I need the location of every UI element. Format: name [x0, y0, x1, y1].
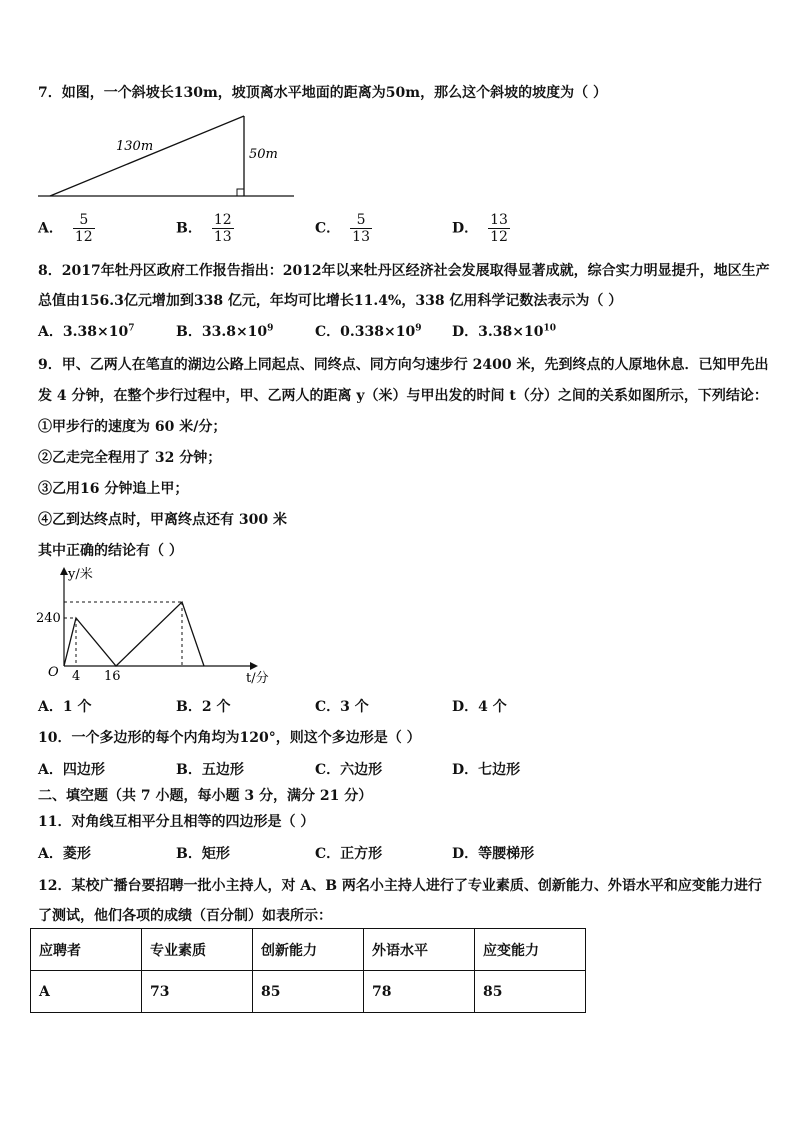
table-header-cell: 应变能力 [475, 929, 586, 971]
q9-option-a[interactable]: A．1 个 [38, 699, 92, 715]
section-2-title: 二、填空题（共 7 小题，每小题 3 分，满分 21 分） [38, 788, 373, 804]
score-table [30, 928, 586, 1013]
table-cell: 85 [475, 971, 586, 1013]
q8-stem-line2: 总值由156.3亿元增加到338 亿元，年均可比增长11.4%，338 亿用科学记数法表示为（ ） [38, 293, 623, 309]
q10-option-a[interactable]: A．四边形 [38, 762, 105, 778]
q10-option-c[interactable]: C．六边形 [315, 762, 383, 778]
q10-option-d[interactable]: D．七边形 [452, 762, 521, 778]
q10-stem: 10．一个多边形的每个内角均为120°，则这个多边形是（ ） [38, 730, 421, 746]
q9-statement-4: ④乙到达终点时，甲离终点还有 300 米 [38, 512, 287, 528]
q9-option-b[interactable]: B．2 个 [176, 699, 231, 715]
q7-option-a[interactable]: A． $\frac{5}{12}$ [38, 212, 93, 245]
q9-statement-2: ②乙走完全程用了 32 分钟； [38, 450, 222, 466]
x-tick-4: 4 [72, 669, 81, 684]
q7-stem: 7．如图，一个斜坡长130m，坡顶离水平地面的距离为50m，那么这个斜坡的坡度为（ ） [38, 85, 607, 101]
distance-time-graph [34, 564, 274, 689]
q11-option-c[interactable]: C．正方形 [315, 846, 383, 862]
x-tick-16: 16 [104, 669, 121, 684]
q8-option-d[interactable]: D．$3.38\times 10^{10}$ [452, 323, 556, 340]
table-cell: 85 [253, 971, 364, 1013]
q8-option-a[interactable]: A．$3.38\times 10^7$ [38, 323, 135, 340]
q11-stem: 11．对角线互相平分且相等的四边形是（ ） [38, 814, 315, 830]
q8-option-c[interactable]: C．$0.338\times 10^9$ [315, 323, 422, 340]
table-header-cell: 外语水平 [364, 929, 475, 971]
table-header-cell: 专业素质 [142, 929, 253, 971]
y-axis-label: y/米 [68, 567, 93, 582]
q8-option-b[interactable]: B．$33.8\times 10^9$ [176, 323, 274, 340]
q12-stem-line2: 了测试，他们各项的成绩（百分制）如表所示： [38, 908, 332, 924]
q9-option-c[interactable]: C．3 个 [315, 699, 369, 715]
table-cell: A [31, 971, 142, 1013]
q7-option-c[interactable]: C． $\frac{5}{13}$ [315, 212, 370, 245]
x-axis-arrow [250, 662, 258, 670]
q12-stem-line1: 12．某校广播台要招聘一批小主持人，对 A、B 两名小主持人进行了专业素质、创新能力、外语水平和应变能力进行 [38, 878, 762, 894]
q7-option-d[interactable]: D． $\frac{13}{12}$ [452, 212, 508, 245]
y-tick-240: 240 [36, 611, 61, 626]
table-cell: 73 [142, 971, 253, 1013]
q8-stem-line1: 8．2017年牡丹区政府工作报告指出：2012年以来牡丹区经济社会发展取得显著成就，综合实力明显提升，地区生产 [38, 263, 770, 279]
q11-option-b[interactable]: B．矩形 [176, 846, 230, 862]
table-row [31, 971, 586, 1013]
y-axis-arrow [60, 567, 68, 575]
q7-option-b[interactable]: B． $\frac{12}{13}$ [176, 212, 232, 245]
q9-option-d[interactable]: D．4 个 [452, 699, 507, 715]
q9-stem-line2: 发 4 分钟，在整个步行过程中，甲、乙两人的距离 y（米）与甲出发的时间 t（分）之间的关系如图所示，下列结论： [38, 388, 768, 404]
slope-line [50, 116, 244, 196]
q11-option-a[interactable]: A．菱形 [38, 846, 91, 862]
q9-statement-3: ③乙用16 分钟追上甲； [38, 481, 189, 497]
q9-statement-1: ①甲步行的速度为 60 米/分； [38, 419, 227, 435]
x-axis-label: t/分 [246, 671, 269, 686]
q9-question: 其中正确的结论有（ ） [38, 543, 183, 559]
table-cell: 78 [364, 971, 475, 1013]
table-header-row [31, 929, 586, 971]
q9-stem-line1: 9．甲、乙两人在笔直的湖边公路上同起点、同终点、同方向匀速步行 2400 米，先到终点的人原地休息．已知甲先出 [38, 357, 769, 373]
slope-label: 130m [116, 139, 154, 154]
q10-option-b[interactable]: B．五边形 [176, 762, 244, 778]
q11-option-d[interactable]: D．等腰梯形 [452, 846, 535, 862]
distance-curve [64, 602, 204, 666]
height-label: 50m [249, 147, 278, 162]
table-header-cell: 创新能力 [253, 929, 364, 971]
table-header-cell: 应聘者 [31, 929, 142, 971]
slope-figure [38, 112, 298, 202]
right-angle-mark [237, 189, 244, 196]
origin-label: O [48, 665, 59, 680]
